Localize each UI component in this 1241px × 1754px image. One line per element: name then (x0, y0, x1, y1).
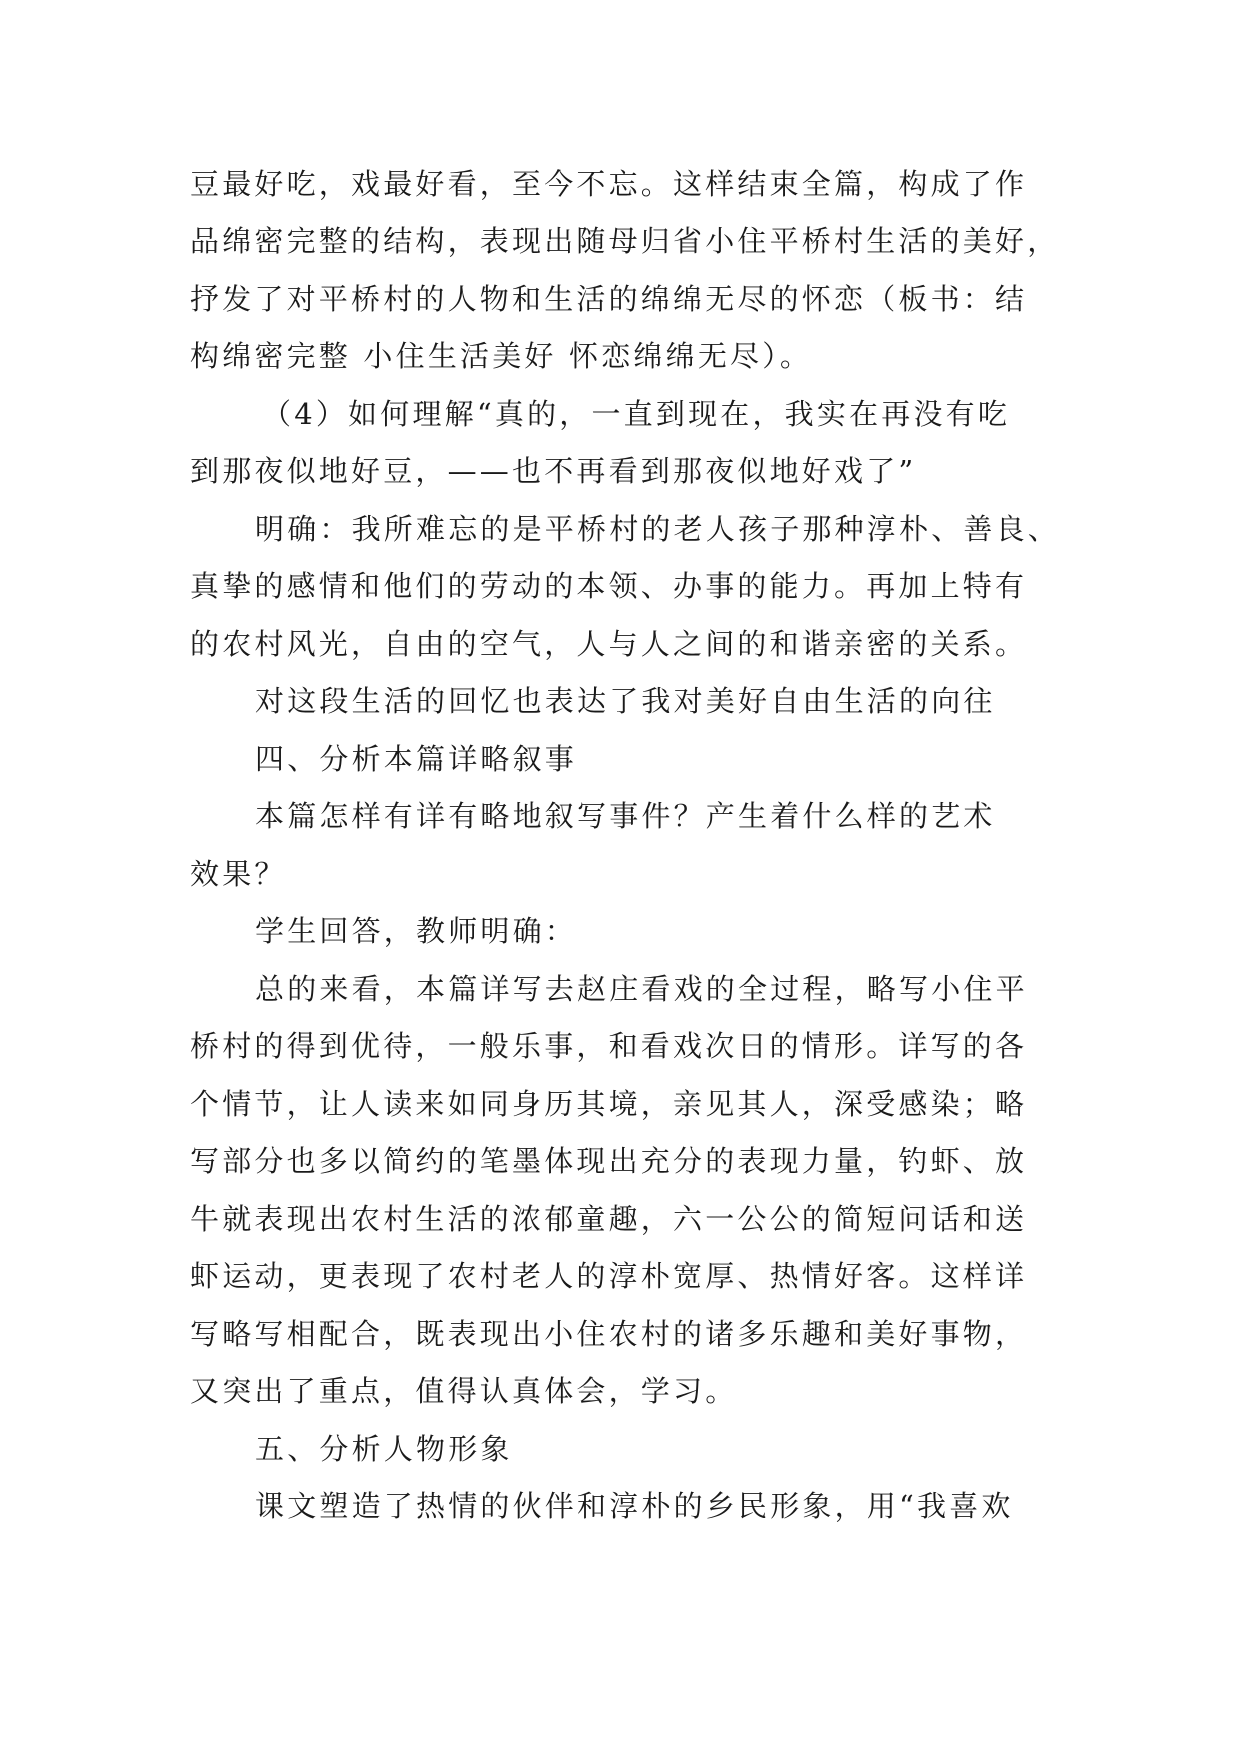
text-line: 明确：我所难忘的是平桥村的老人孩子那种淳朴、善良、 (255, 512, 1061, 546)
text-line: 桥村的得到优待，一般乐事，和看戏次日的情形。详写的各 (190, 1029, 1028, 1063)
text-line: 虾运动，更表现了农村老人的淳朴宽厚、热情好客。这样详 (190, 1259, 1028, 1293)
text-line: 豆最好吃，戏最好看，至今不忘。这样结束全篇，构成了作 (190, 167, 1028, 201)
section-heading: 四、分析本篇详略叙事 (255, 742, 578, 776)
text-line: 到那夜似地好豆，——也不再看到那夜似地好戏了” (190, 454, 917, 488)
text-line: 又突出了重点，值得认真体会，学习。 (190, 1374, 738, 1408)
text-line: 写部分也多以简约的笔墨体现出充分的表现力量，钓虾、放 (190, 1144, 1028, 1178)
text-line: 牛就表现出农村生活的浓郁童趣，六一公公的简短问话和送 (190, 1202, 1028, 1236)
text-line: 写略写相配合，既表现出小住农村的诸多乐趣和美好事物， (190, 1317, 1028, 1351)
text-line: 品绵密完整的结构，表现出随母归省小住平桥村生活的美好， (190, 224, 1060, 258)
section-heading: 五、分析人物形象 (255, 1432, 513, 1466)
text-line: 总的来看，本篇详写去赵庄看戏的全过程，略写小住平 (255, 972, 1028, 1006)
text-line: （4）如何理解“真的，一直到现在，我实在再没有吃 (262, 397, 1011, 431)
text-line: 个情节，让人读来如同身历其境，亲见其人，深受感染；略 (190, 1087, 1028, 1121)
text-line: 真挚的感情和他们的劳动的本领、办事的能力。再加上特有 (190, 569, 1028, 603)
text-line: 学生回答，教师明确： (255, 914, 578, 948)
text-line: 的农村风光，自由的空气，人与人之间的和谐亲密的关系。 (190, 627, 1028, 661)
text-line: 本篇怎样有详有略地叙写事件？产生着什么样的艺术 (255, 799, 996, 833)
text-line: 效果？ (190, 857, 287, 891)
text-line: 抒发了对平桥村的人物和生活的绵绵无尽的怀恋（板书：结 (190, 282, 1028, 316)
text-line: 课文塑造了热情的伙伴和淳朴的乡民形象，用“我喜欢 (255, 1489, 1014, 1523)
text-line: 对这段生活的回忆也表达了我对美好自由生活的向往 (255, 684, 996, 718)
text-line: 构绵密完整 小住生活美好 怀恋绵绵无尽）。 (190, 339, 813, 373)
